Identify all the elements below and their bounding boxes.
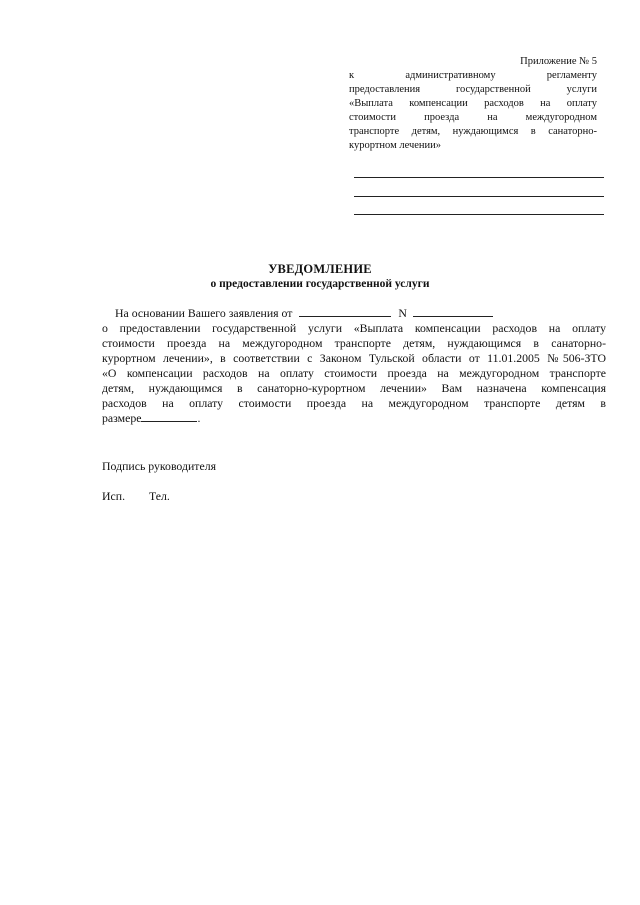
phone-label: Тел.: [148, 489, 170, 503]
address-line-2: [354, 196, 604, 197]
address-line-1: [354, 177, 604, 178]
body-line: курортном лечении», в соответствии с Законом Тульской области от 11.01.2005 №506-ЗТО: [102, 351, 606, 365]
appendix-line: предоставления государственной услуги: [349, 84, 597, 95]
date-blank: [299, 306, 391, 317]
executor-label: Исп.: [102, 489, 126, 503]
body-line: расходов на оплату стоимости проезда на междугородном транспорте детям в: [102, 396, 606, 410]
amount-blank: [141, 411, 197, 422]
address-line-3: [354, 214, 604, 215]
number-label: N: [398, 306, 407, 320]
number-blank: [413, 306, 493, 317]
body-line: «О компенсации расходов на оплату стоимости проезда на междугородном транспорте: [102, 366, 606, 380]
appendix-number: Приложение № 5: [520, 56, 597, 67]
appendix-line: «Выплата компенсации расходов на оплату: [349, 98, 597, 109]
amount-end: .: [197, 411, 201, 425]
document-subtitle: о предоставлении государственной услуги: [210, 278, 430, 290]
body-line: детям, нуждающимся в санаторно-курортном лечении» Вам назначена компенсация: [102, 381, 606, 395]
executor-row: [102, 489, 170, 504]
intro-line: [102, 306, 606, 321]
appendix-line: курортном лечении»: [349, 140, 442, 151]
body-line: стоимости проезда на междугородном транспорте детям, нуждающимся в санаторно-: [102, 336, 606, 350]
appendix-block: [349, 55, 597, 153]
appendix-line: стоимости проезда на междугородном: [349, 112, 597, 123]
appendix-line: к административному регламенту: [349, 70, 597, 81]
amount-label: размере: [102, 411, 142, 425]
notice-body: [102, 306, 606, 426]
signature-label: Подпись руководителя: [102, 459, 217, 473]
document-title: УВЕДОМЛЕНИЕ: [268, 262, 372, 276]
intro-prefix: На основании Вашего заявления от: [115, 306, 293, 320]
appendix-line: транспорте детям, нуждающимся в санаторно-: [349, 126, 597, 137]
amount-line: [102, 411, 606, 426]
body-line: о предоставлении государственной услуги «Выплата компенсации расходов на оплату: [102, 321, 606, 335]
